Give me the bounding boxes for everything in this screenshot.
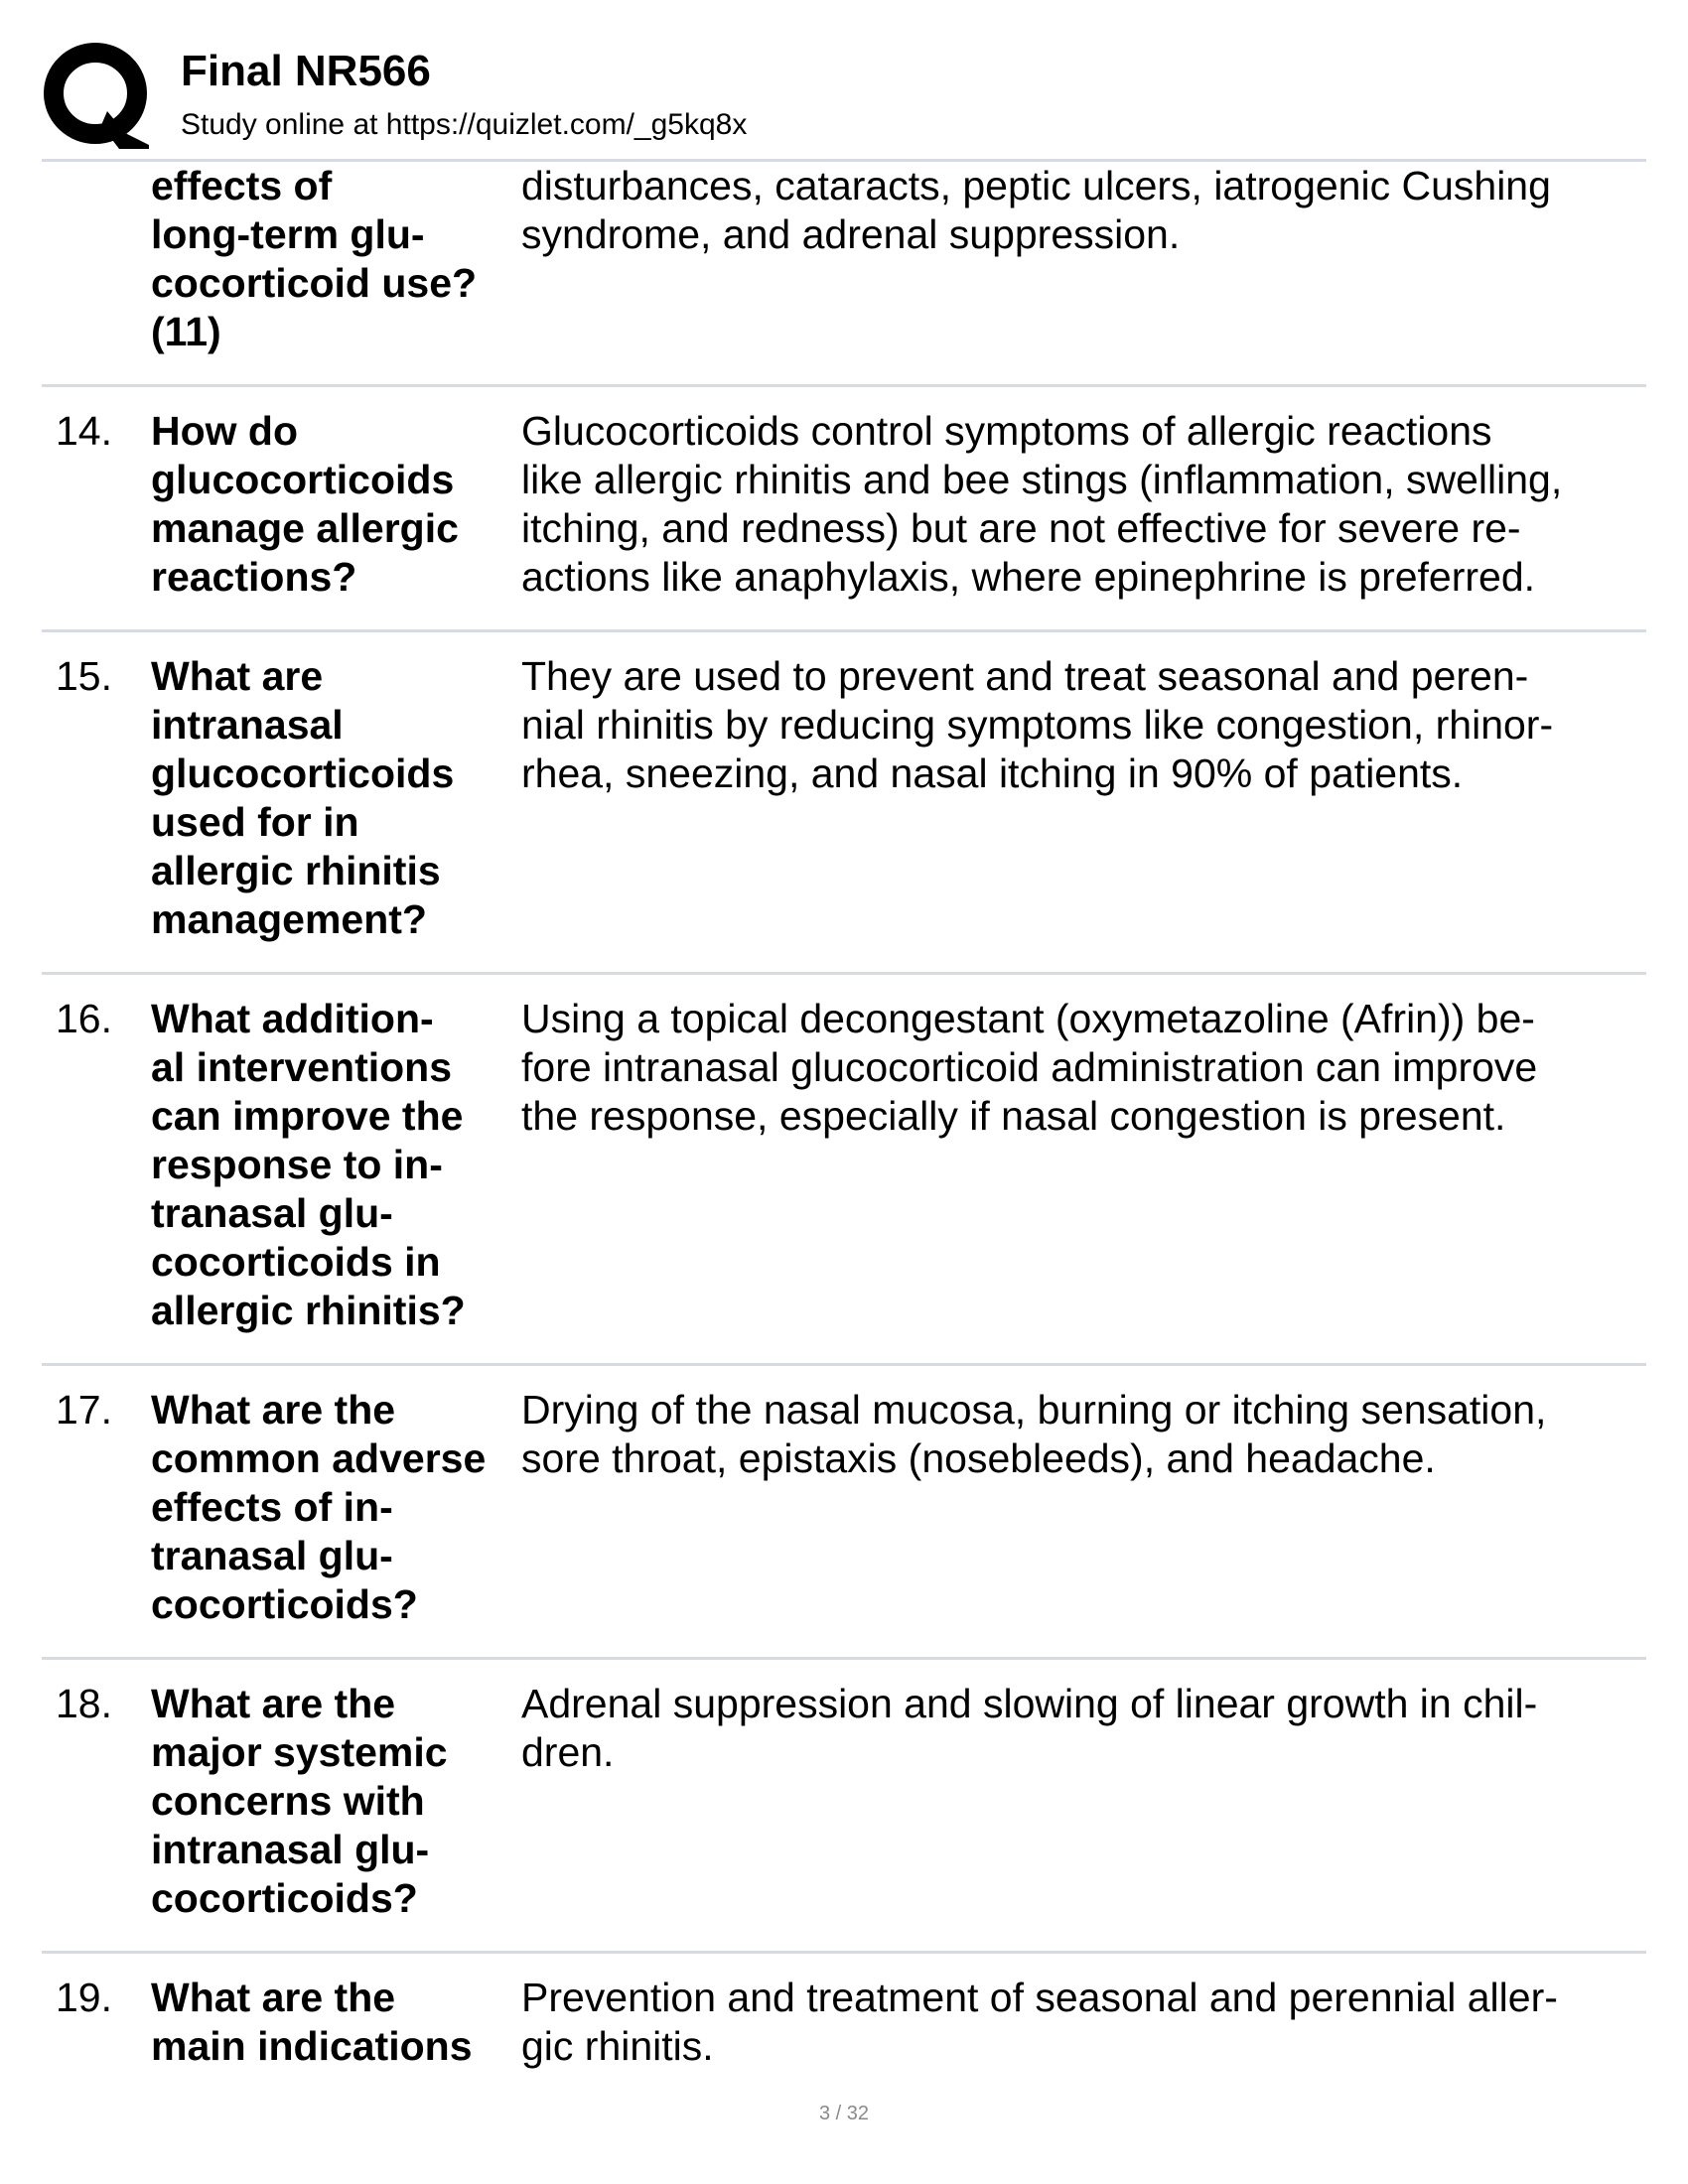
term-line: glucocorticoids (151, 457, 455, 502)
card-number: 15. (56, 653, 112, 699)
definition-line: itching, and redness) but are not effective for severe re- (521, 505, 1521, 551)
flashcard-row (42, 162, 1646, 387)
definition-line: They are used to prevent and treat seasonal and peren- (521, 653, 1529, 699)
card-number: 14. (56, 408, 112, 454)
term-line: cocorticoids? (151, 1875, 418, 1921)
card-definition (521, 995, 1643, 1141)
term-line: glucocorticoids (151, 751, 455, 796)
definition-line: gic rhinitis. (521, 2023, 714, 2069)
definition-line: rhea, sneezing, and nasal itching in 90% of patients. (521, 751, 1464, 796)
term-line: response to in- (151, 1142, 443, 1187)
card-term (151, 652, 523, 944)
term-line: long-term glu- (151, 211, 425, 257)
definition-line: the response, especially if nasal congestion is present. (521, 1093, 1506, 1139)
card-definition (521, 162, 1643, 259)
definition-line: Adrenal suppression and slowing of linear growth in chil- (521, 1681, 1538, 1726)
definition-line: nial rhinitis by reducing symptoms like congestion, rhinor- (521, 702, 1554, 748)
flashcard-list (42, 162, 1646, 2099)
term-line: reactions? (151, 554, 357, 600)
term-line: manage allergic (151, 505, 459, 551)
term-line: can improve the (151, 1093, 464, 1139)
definition-line: disturbances, cataracts, peptic ulcers, iatrogenic Cushing (521, 163, 1551, 208)
definition-line: Using a topical decongestant (oxymetazoline (Afrin)) be- (521, 996, 1535, 1041)
term-line: management? (151, 896, 427, 942)
card-definition (521, 652, 1643, 798)
quizlet-logo-icon (42, 42, 153, 149)
term-line: main indications (151, 2023, 473, 2069)
definition-line: sore throat, epistaxis (nosebleeds), and headache. (521, 1435, 1436, 1481)
definition-line: dren. (521, 1729, 615, 1775)
card-term (151, 407, 523, 602)
card-term (151, 1386, 523, 1629)
term-line: concerns with (151, 1778, 425, 1824)
flashcard-row (42, 1954, 1646, 2099)
term-line: al interventions (151, 1044, 453, 1090)
flashcard-row (42, 1660, 1646, 1954)
card-term (151, 995, 523, 1335)
definition-line: Drying of the nasal mucosa, burning or itching sensation, (521, 1387, 1547, 1433)
definition-line: actions like anaphylaxis, where epinephrine is preferred. (521, 554, 1536, 600)
card-definition (521, 1680, 1643, 1777)
definition-line: Prevention and treatment of seasonal and perennial aller- (521, 1975, 1558, 2020)
term-line: major systemic (151, 1729, 448, 1775)
term-line: effects of in- (151, 1484, 393, 1530)
term-line: common adverse (151, 1435, 487, 1481)
definition-line: like allergic rhinitis and bee stings (inflammation, swelling, (521, 457, 1563, 502)
card-number: 19. (56, 1975, 112, 2020)
card-definition (521, 1974, 1643, 2071)
term-line: tranasal glu- (151, 1190, 393, 1236)
term-line: used for in (151, 799, 359, 845)
card-number: 18. (56, 1681, 112, 1726)
study-online-link[interactable]: Study online at https://quizlet.com/_g5kq8x (181, 108, 748, 141)
flashcard-row (42, 632, 1646, 975)
flashcard-row (42, 975, 1646, 1366)
term-line: tranasal glu- (151, 1533, 393, 1578)
term-line: What are the (151, 1681, 396, 1726)
card-number: 16. (56, 996, 112, 1041)
card-term (151, 1974, 523, 2071)
term-line: cocorticoid use? (151, 260, 478, 306)
card-term (151, 1680, 523, 1923)
term-line: cocorticoids in (151, 1239, 441, 1285)
card-term (151, 162, 523, 356)
definition-line: Glucocorticoids control symptoms of allergic reactions (521, 408, 1492, 454)
definition-line: fore intranasal glucocorticoid administration can improve (521, 1044, 1538, 1090)
term-line: What are (151, 653, 324, 699)
card-number: 17. (56, 1387, 112, 1433)
flashcard-row (42, 1366, 1646, 1660)
term-line: What addition- (151, 996, 434, 1041)
page-header (0, 0, 1688, 159)
term-line: intranasal (151, 702, 344, 748)
term-line: allergic rhinitis? (151, 1288, 466, 1333)
term-line: allergic rhinitis (151, 848, 441, 893)
definition-line: syndrome, and adrenal suppression. (521, 211, 1181, 257)
card-definition (521, 1386, 1643, 1483)
page-number: 3 / 32 (818, 2103, 870, 2124)
set-title: Final NR566 (181, 47, 431, 95)
flashcard-row (42, 387, 1646, 632)
term-line: intranasal glu- (151, 1827, 430, 1872)
term-line: cocorticoids? (151, 1581, 418, 1627)
term-line: What are the (151, 1387, 396, 1433)
card-definition (521, 407, 1643, 602)
term-line: What are the (151, 1975, 396, 2020)
term-line: (11) (151, 309, 221, 354)
term-line: effects of (151, 163, 333, 208)
term-line: How do (151, 408, 299, 454)
